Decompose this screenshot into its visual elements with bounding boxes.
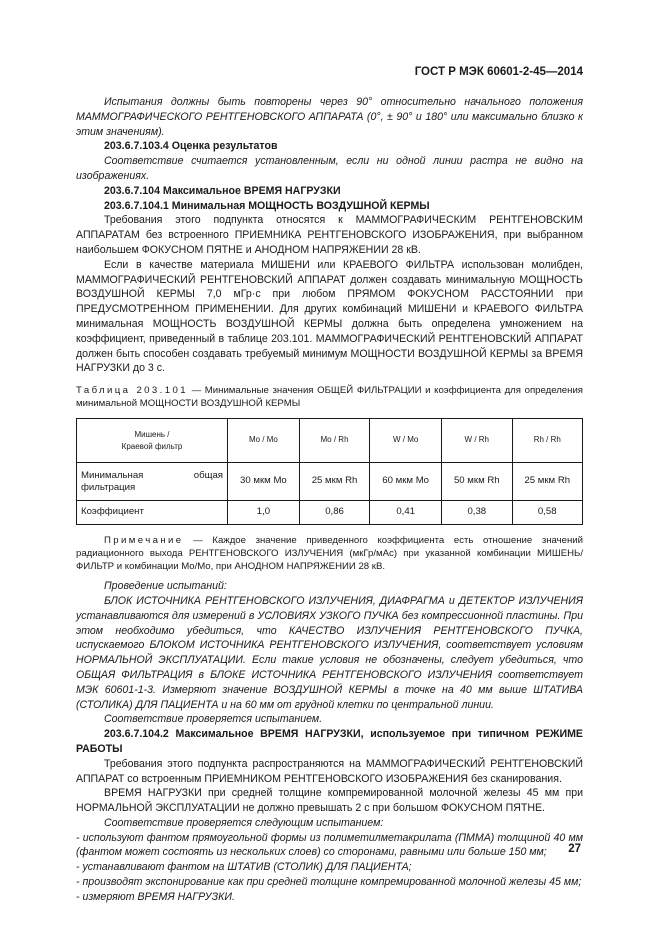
table-cell: 60 мкм Mo: [370, 463, 442, 501]
table-note: [76, 534, 583, 573]
heading-203-6-7-104: 203.6.7.104 Максимальное ВРЕМЯ НАГРУЗКИ: [104, 184, 341, 197]
compliance-check-1: Соответствие проверяется испытанием.: [104, 713, 323, 726]
table-cell: 0,58: [512, 501, 583, 525]
heading-203-6-7-104-1: 203.6.7.104.1 Минимальная МОЩНОСТЬ ВОЗДУШНОЙ КЕРМЫ: [104, 199, 430, 212]
note-text: — Каждое значение приведенного коэффициента есть отношение значений радиационного выхода РЕНТГЕНОВСКОГО ИЗЛУЧЕНИЯ (мкГр/мАс) при указанной комбинации МИШЕНЬ/ФИЛЬТР и комбинации Mo/Mo, при АНОДНОМ НАПРЯЖЕНИИ 28 кВ.: [76, 535, 583, 573]
table-caption-label: Таблица 203.101: [76, 385, 188, 397]
table-cell: 30 мкм Mo: [228, 463, 300, 501]
note-label: Примечание: [104, 535, 184, 547]
table-row-label: Коэффициент: [77, 501, 228, 525]
table-header-cell: Rh / Rh: [512, 419, 583, 463]
table-cell: 1,0: [228, 501, 300, 525]
table-cell: 0,38: [442, 501, 512, 525]
table-caption: [76, 384, 583, 410]
paragraph-repeat-test: Испытания должны быть повторены через 90° относительно начального положения МАММОГРАФИЧЕСКОГО РЕНТГЕНОВСКОГО АППАРАТА (0°, ± 90° и 180° или максимально близко к этим значениям).: [76, 96, 583, 138]
procedure-text: БЛОК ИСТОЧНИКА РЕНТГЕНОВСКОГО ИЗЛУЧЕНИЯ, ДИАФРАГМА и ДЕТЕКТОР ИЗЛУЧЕНИЯ устанавливаются для измерений в УСЛОВИЯХ УЗКОГО ПУЧКА без компрессионной пластины. При этом необходимо убедиться, что КАЧЕСТВО ИЗЛУЧЕНИЯ РЕНТГЕНОВСКОГО ПУЧКА, испускаемого БЛОКОМ ИСТОЧНИКА РЕНТГЕНОВСКОГО ИЗЛУЧЕНИЯ, соответствует условиям НОРМАЛЬНОЙ ЭКСПЛУАТАЦИИ. Если такие условия не обозначены, следует убедиться, что ОБЩАЯ ФИЛЬТРАЦИЯ в БЛОКЕ ИСТОЧНИКА РЕНТГЕНОВСКОГО ИЗЛУЧЕНИЯ соответствует МЭК 60601-1-3. Измеряют значение ВОЗДУШНОЙ КЕРМЫ в точке на 40 мм выше ШТАТИВА (СТОЛИКА) ДЛЯ ПАЦИЕНТА и на 60 мм от грудной клетки по центральной линии.: [76, 594, 583, 711]
table-cell: 0,86: [299, 501, 369, 525]
table-header-cell: Mo / Mo: [228, 419, 300, 463]
test-step: - устанавливают фантом на ШТАТИВ (СТОЛИК) ДЛЯ ПАЦИЕНТА;: [76, 861, 412, 874]
test-step: - измеряют ВРЕМЯ НАГРУЗКИ.: [76, 890, 235, 903]
filtration-table: [76, 418, 583, 525]
paragraph-loading-time: ВРЕМЯ НАГРУЗКИ при средней толщине компремированной молочной железы 45 мм при НОРМАЛЬНОЙ ЭКСПЛУАТАЦИИ не должно превышать 2 с при большом ФОКУСНОМ ПЯТНЕ.: [76, 787, 583, 815]
table-header-cell: W / Mo: [370, 419, 442, 463]
table-cell: 50 мкм Rh: [442, 463, 512, 501]
table-caption-text: — Минимальные значения ОБЩЕЙ ФИЛЬТРАЦИИ и коэффициента для определения минимальной МОЩНОСТИ ВОЗДУШНОЙ КЕРМЫ: [76, 385, 583, 410]
paragraph-molybdenum-target: Если в качестве материала МИШЕНИ или КРАЕВОГО ФИЛЬТРА использован молибден, МАММОГРАФИЧЕСКИЙ РЕНТГЕНОВСКИЙ АППАРАТ должен создавать минимальную МОЩНОСТЬ ВОЗДУШНОЙ КЕРМЫ 7,0 мГр·с при любом ПРЯМОМ ФОКУСНОМ РАССТОЯНИИ при ПРЕДУСМОТРЕННОМ ПРИМЕНЕНИИ. Для других комбинаций МИШЕНИ и КРАЕВОГО ФИЛЬТРА минимальная МОЩНОСТЬ ВОЗДУШНОЙ КЕРМЫ должна быть определена умножением на коэффициент, приведенный в таблице 203.101. МАММОГРАФИЧЕСКИЙ РЕНТГЕНОВСКИЙ АППАРАТ должен быть способен создавать требуемый минимум МОЩНОСТИ ВОЗДУШНОЙ КЕРМЫ за ВРЕМЯ НАГРУЗКИ до 3 с.: [76, 258, 583, 375]
procedure-title: Проведение испытаний:: [104, 580, 227, 593]
table-corner-cell: Мишень / Краевой фильтр: [77, 419, 228, 463]
paragraph-integrated-receptor: Требования этого подпункта распространяются на МАММОГРАФИЧЕСКИЙ РЕНТГЕНОВСКИЙ АППАРАТ со встроенным ПРИЕМНИКОМ РЕНТГЕНОВСКОГО ИЗОБРАЖЕНИЯ без сканирования.: [76, 757, 583, 785]
table-cell: 0,41: [370, 501, 442, 525]
table-header-cell: W / Rh: [442, 419, 512, 463]
compliance-check-2: Соответствие проверяется следующим испытанием:: [104, 816, 384, 829]
table-row-coefficient: [77, 501, 583, 525]
heading-203-6-7-103-4: 203.6.7.103.4 Оценка результатов: [104, 140, 278, 153]
table-row-filtration: [77, 463, 583, 501]
paragraph-requirements-scope: Требования этого подпункта относятся к МАММОГРАФИЧЕСКИМ РЕНТГЕНОВСКИМ АППАРАТАМ без встроенного ПРИЕМНИКА РЕНТГЕНОВСКОГО ИЗОБРАЖЕНИЯ, при выбранном наибольшем ФОКУСНОМ ПЯТНЕ и АНОДНОМ НАПРЯЖЕНИИ 28 кВ.: [76, 214, 583, 256]
table-header-row: [77, 419, 583, 463]
paragraph-compliance-raster: Соответствие считается установленным, если ни одной линии растра не видно на изображениях.: [76, 155, 583, 182]
table-cell: 25 мкм Rh: [512, 463, 583, 501]
standard-header: ГОСТ Р МЭК 60601-2-45—2014: [414, 66, 583, 78]
heading-203-6-7-104-2: 203.6.7.104.2 Максимальное ВРЕМЯ НАГРУЗКИ, используемое при типичном РЕЖИМЕ РАБОТЫ: [76, 728, 583, 755]
document-body: [76, 95, 583, 905]
table-cell: 25 мкм Rh: [299, 463, 369, 501]
test-step: - используют фантом прямоугольной формы из полиметилметакрилата (ПММА) толщиной 40 мм (фантом может состоять из нескольких слоев) со сторонами, равными или больше 150 мм;: [76, 831, 583, 859]
page-number: 27: [568, 843, 581, 855]
table-header-cell: Mo / Rh: [299, 419, 369, 463]
table-row-label: Минимальная общая фильтрация: [77, 463, 228, 501]
test-step: - производят экспонирование как при средней толщине компремированной молочной железы 45 мм;: [76, 876, 582, 889]
